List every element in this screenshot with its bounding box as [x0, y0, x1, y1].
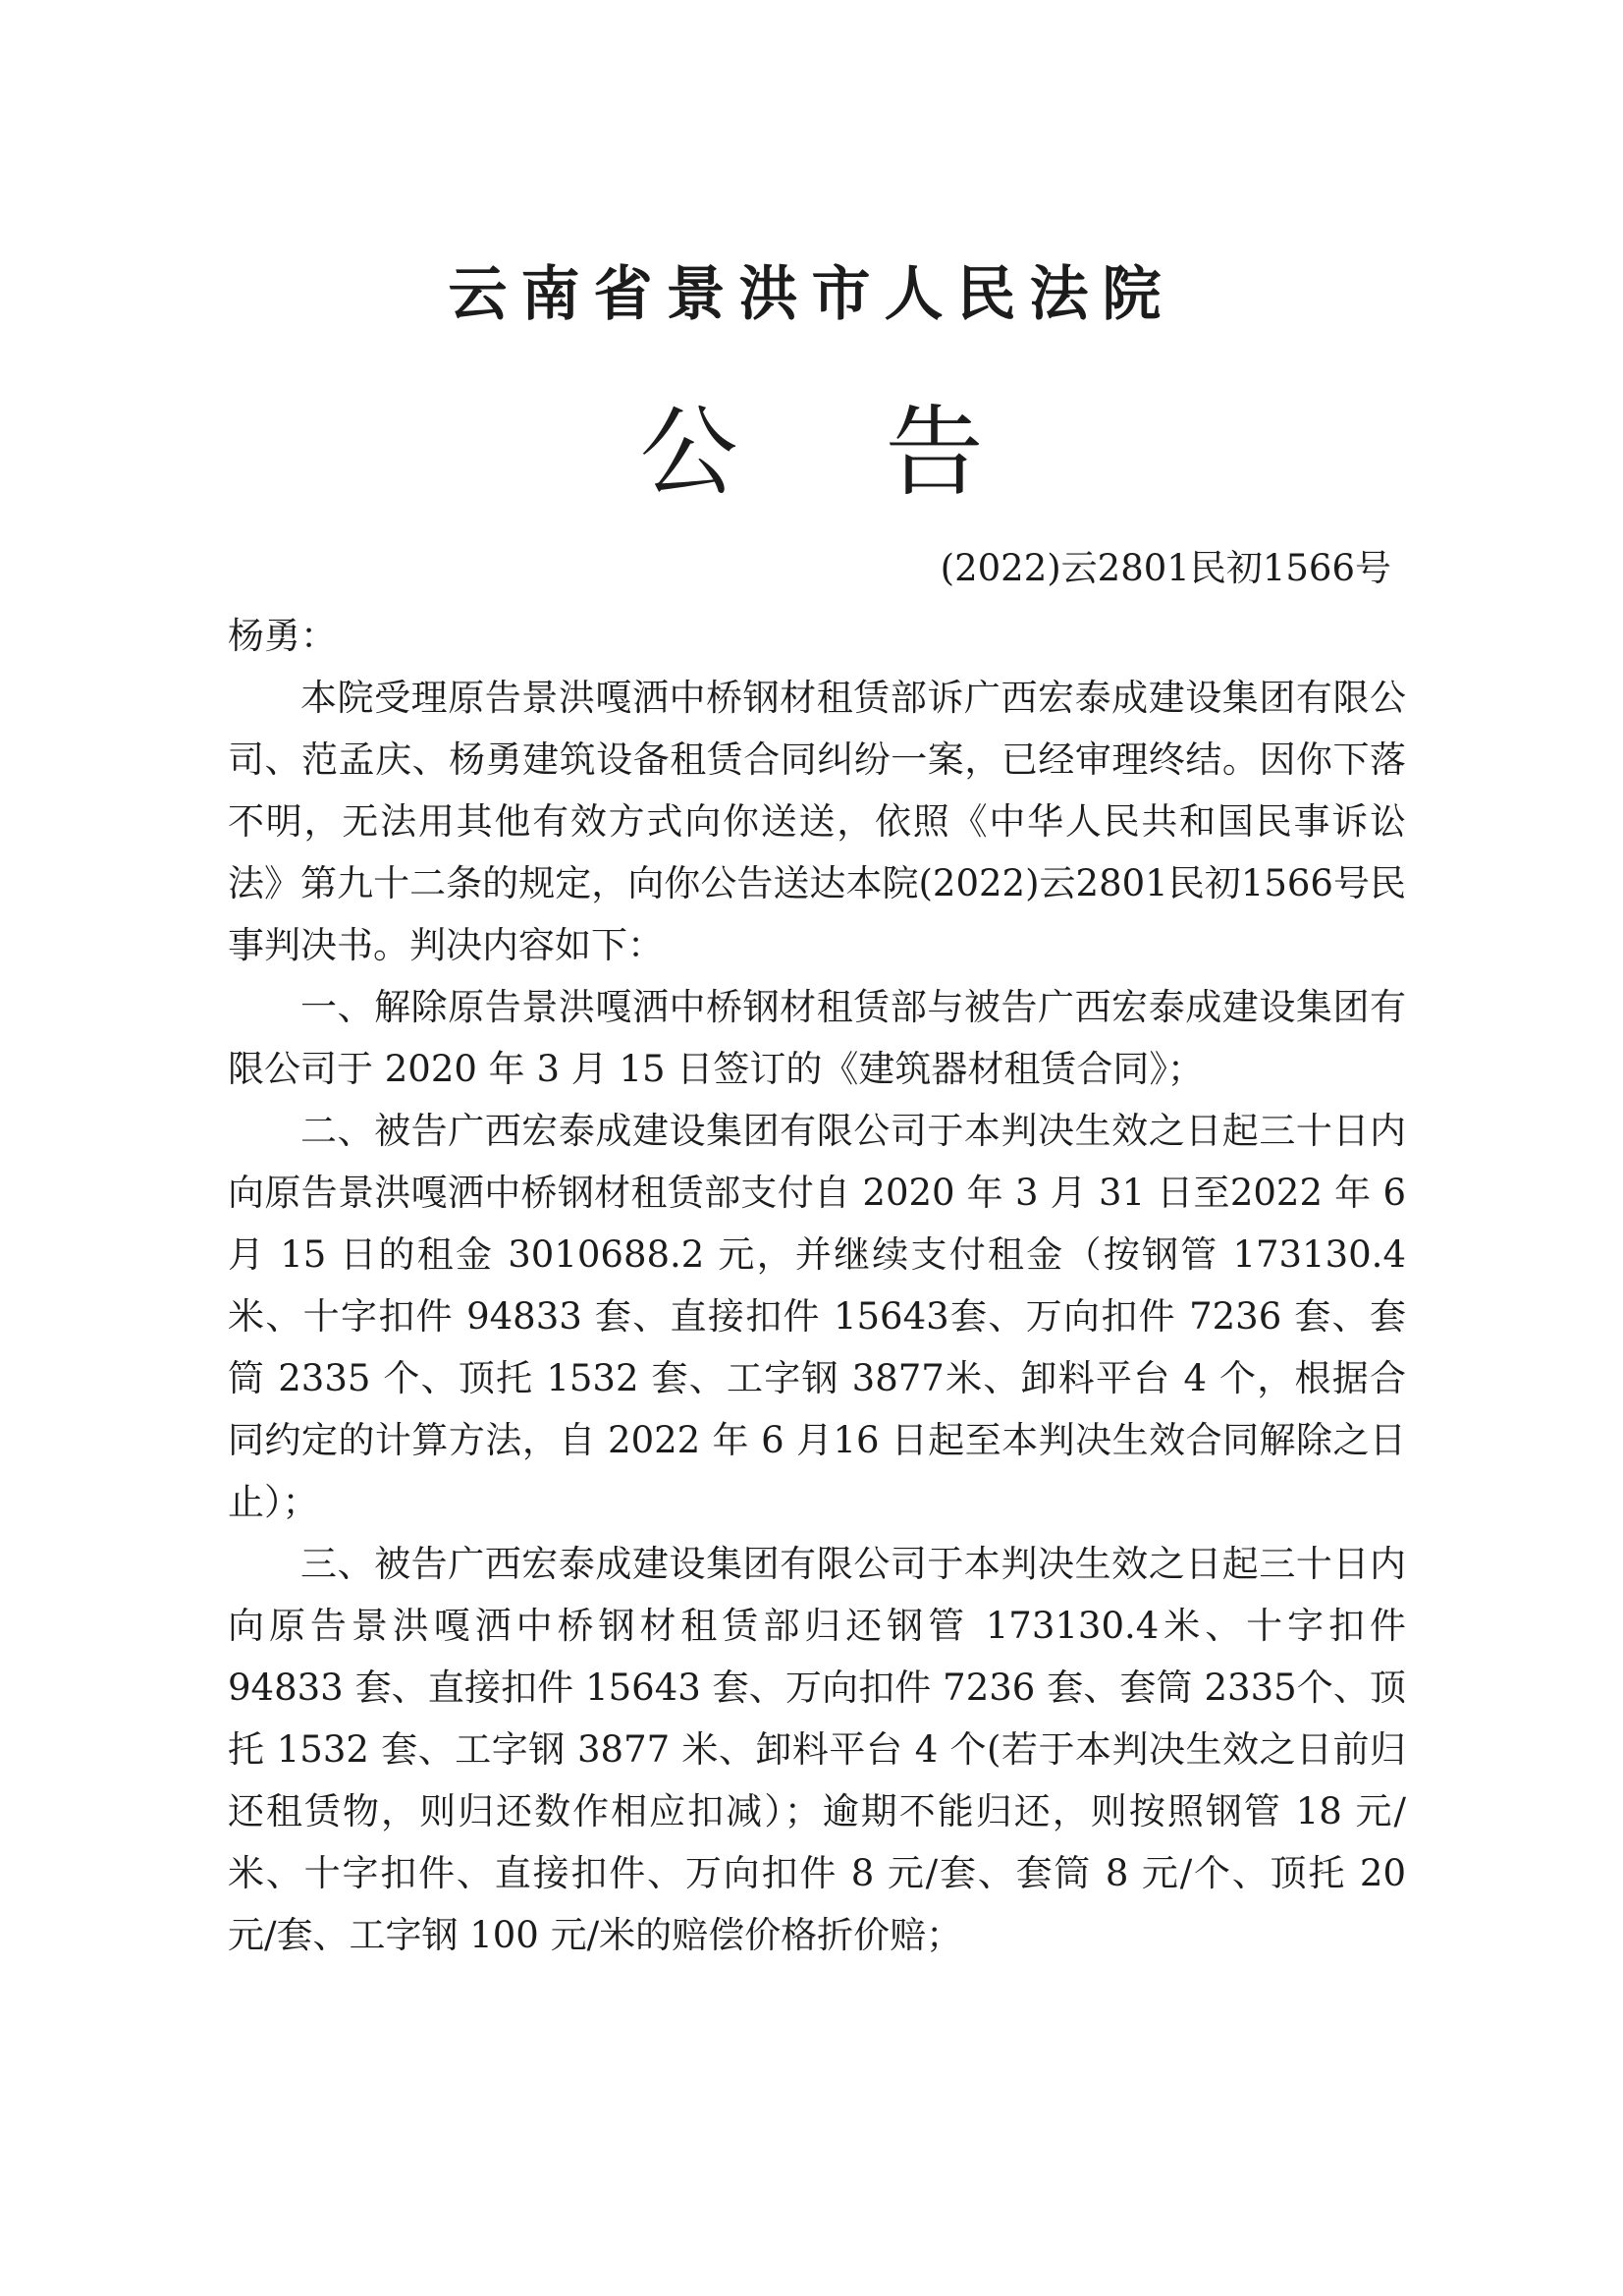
court-name: 云南省景洪市人民法院: [448, 260, 1175, 329]
document-title: 公告: [639, 395, 1131, 510]
paragraph-item-2: 二、被告广西宏泰成建设集团有限公司于本判决生效之日起三十日内向原告景洪嘎洒中桥钢材租赁部支付自 2020 年 3 月 31 日至2022 年 6 月 15 日的租金 3010688.2 元，并继续支付租金（按钢管 173130.4 米、十字扣件 94833 套、直接扣件 15643套、万向扣件 7236 套、套筒 2335 个、顶托 1532 套、工字钢 3877米、卸料平台 4 个，根据合同约定的计算方法，自 2022 年 6 月16 日起至本判决生效合同解除之日止）；: [228, 1110, 1406, 1523]
case-number: (2022)云2801民初1566号: [940, 547, 1391, 589]
paragraph-item-3: 三、被告广西宏泰成建设集团有限公司于本判决生效之日起三十日内向原告景洪嘎洒中桥钢材租赁部归还钢管 173130.4米、十字扣件 94833 套、直接扣件 15643 套、万向扣件 7236 套、套筒 2335个、顶托 1532 套、工字钢 3877 米、卸料平台 4 个(若于本判决生效之日前归还租赁物，则归还数作相应扣减）；逾期不能归还，则按照钢管 18 元/米、十字扣件、直接扣件、万向扣件 8 元/套、套筒 8 元/个、顶托 20 元/套、工字钢 100 元/米的赔偿价格折价赔；: [228, 1543, 1406, 1956]
paragraph-intro: 本院受理原告景洪嘎洒中桥钢材租赁部诉广西宏泰成建设集团有限公司、范孟庆、杨勇建筑设备租赁合同纠纷一案，已经审理终结。因你下落不明，无法用其他有效方式向你送送，依照《中华人民共和国民事诉讼法》第九十二条的规定，向你公告送达本院(2022)云2801民初1566号民事判决书。判决内容如下：: [228, 677, 1406, 966]
paragraph-item-1: 一、解除原告景洪嘎洒中桥钢材租赁部与被告广西宏泰成建设集团有限公司于 2020 年 3 月 15 日签订的《建筑器材租赁合同》；: [228, 986, 1406, 1090]
addressee: 杨勇：: [228, 615, 337, 657]
document-body: [228, 605, 1406, 1966]
